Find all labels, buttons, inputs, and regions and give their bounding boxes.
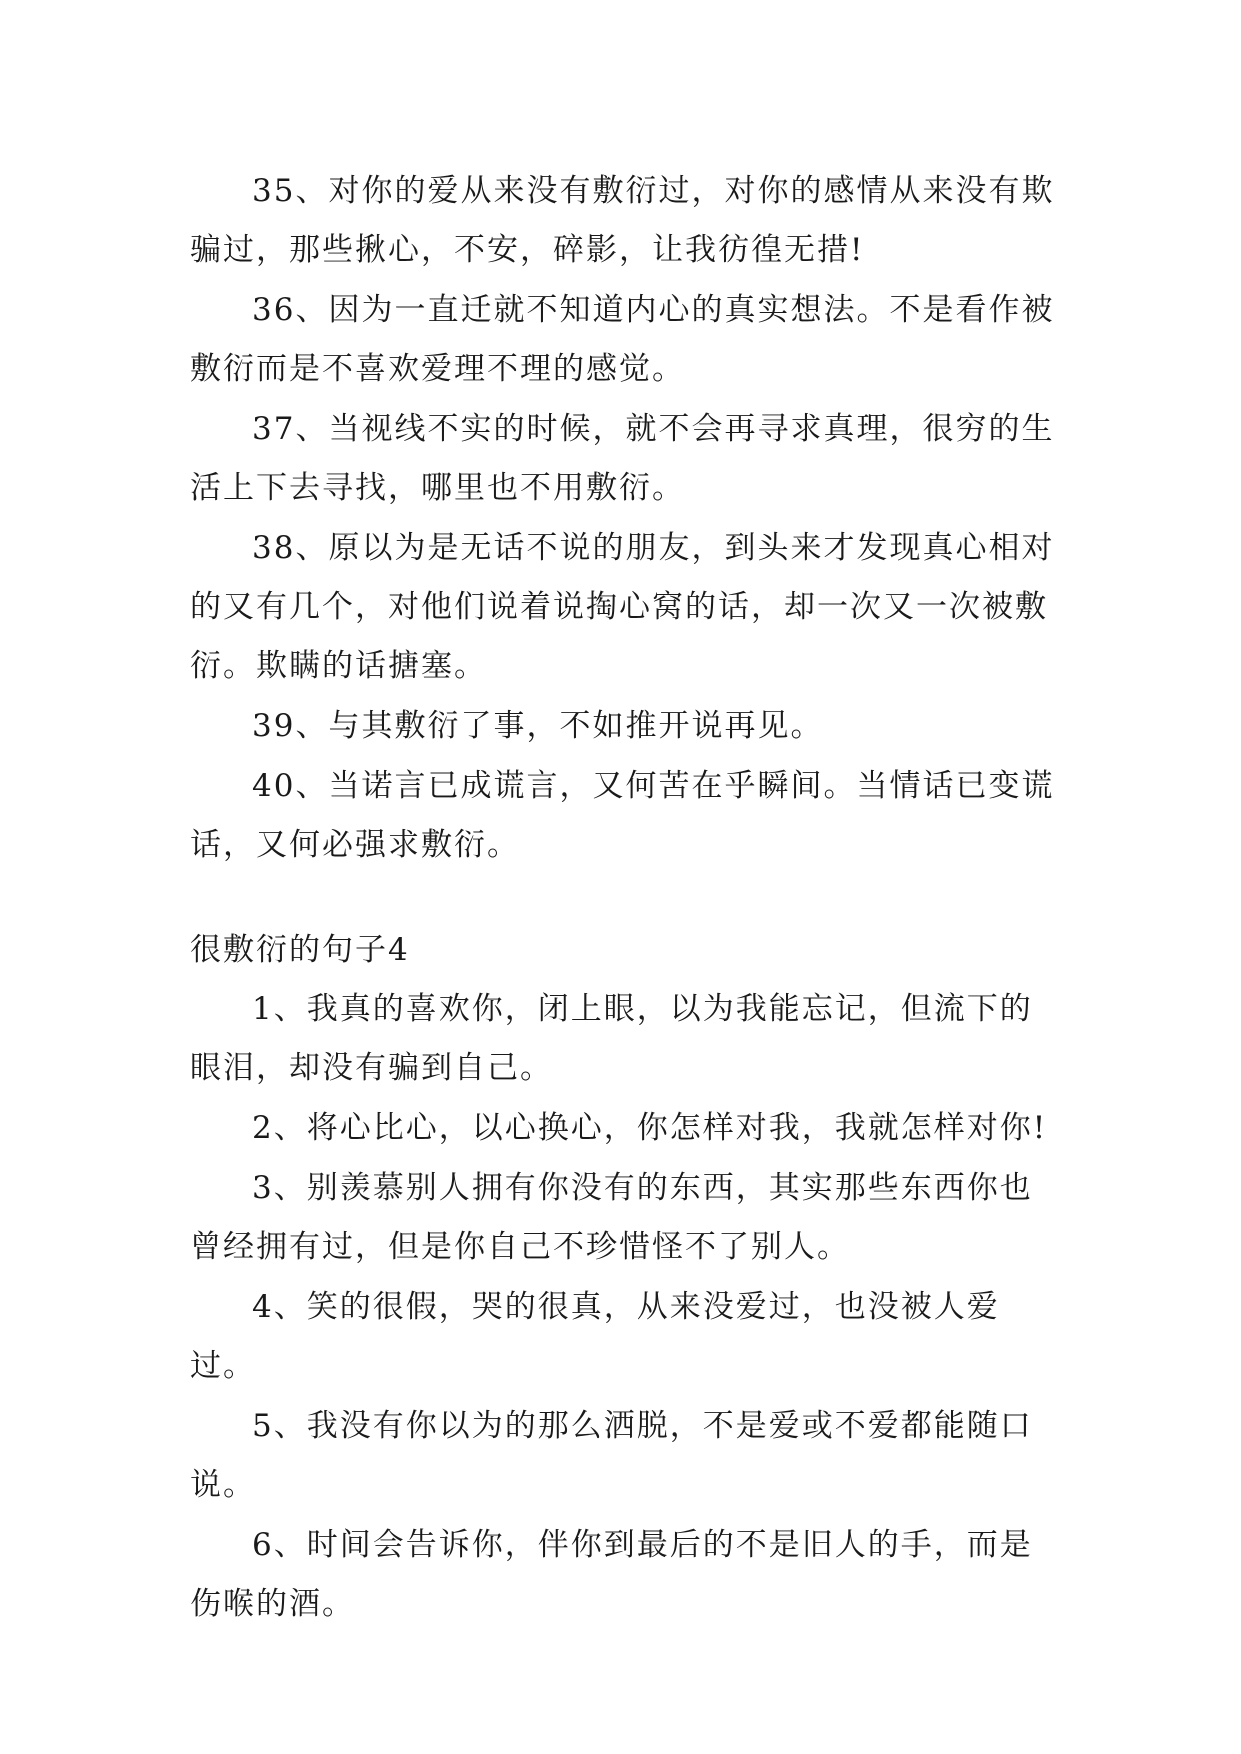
section-heading: 很敷衍的句子4 [190,932,410,968]
paragraph-38: 38、原以为是无话不说的朋友，到头来才发现真心相对的又有几个，对他们说着说掏心窝的话，却一次又一次被敷衍。欺瞒的话搪塞。 [190,530,1055,684]
paragraph-35: 35、对你的爱从来没有敷衍过，对你的感情从来没有欺骗过，那些揪心，不安，碎影，让我彷徨无措! [190,173,1055,268]
paragraph-6: 6、时间会告诉你，伴你到最后的不是旧人的手，而是伤喉的酒。 [190,1527,1033,1622]
paragraph-4: 4、笑的很假，哭的很真，从来没爱过，也没被人爱过。 [190,1289,1000,1384]
paragraph-36: 36、因为一直迁就不知道内心的真实想法。不是看作被敷衍而是不喜欢爱理不理的感觉。 [190,292,1055,387]
paragraph-37: 37、当视线不实的时候，就不会再寻求真理，很穷的生活上下去寻找，哪里也不用敷衍。 [190,411,1055,506]
paragraph-1: 1、我真的喜欢你，闭上眼，以为我能忘记，但流下的眼泪，却没有骗到自己。 [190,991,1033,1086]
paragraph-2: 2、将心比心，以心换心，你怎样对我，我就怎样对你! [252,1110,1048,1146]
paragraph-40: 40、当诺言已成谎言，又何苦在乎瞬间。当情话已变谎话，又何必强求敷衍。 [190,768,1055,863]
document-body [190,162,1060,1635]
paragraph-3: 3、别羡慕别人拥有你没有的东西，其实那些东西你也曾经拥有过，但是你自己不珍惜怪不了别人。 [190,1170,1033,1265]
paragraph-5: 5、我没有你以为的那么洒脱，不是爱或不爱都能随口说。 [190,1408,1033,1503]
paragraph-39: 39、与其敷衍了事，不如推开说再见。 [252,708,824,744]
